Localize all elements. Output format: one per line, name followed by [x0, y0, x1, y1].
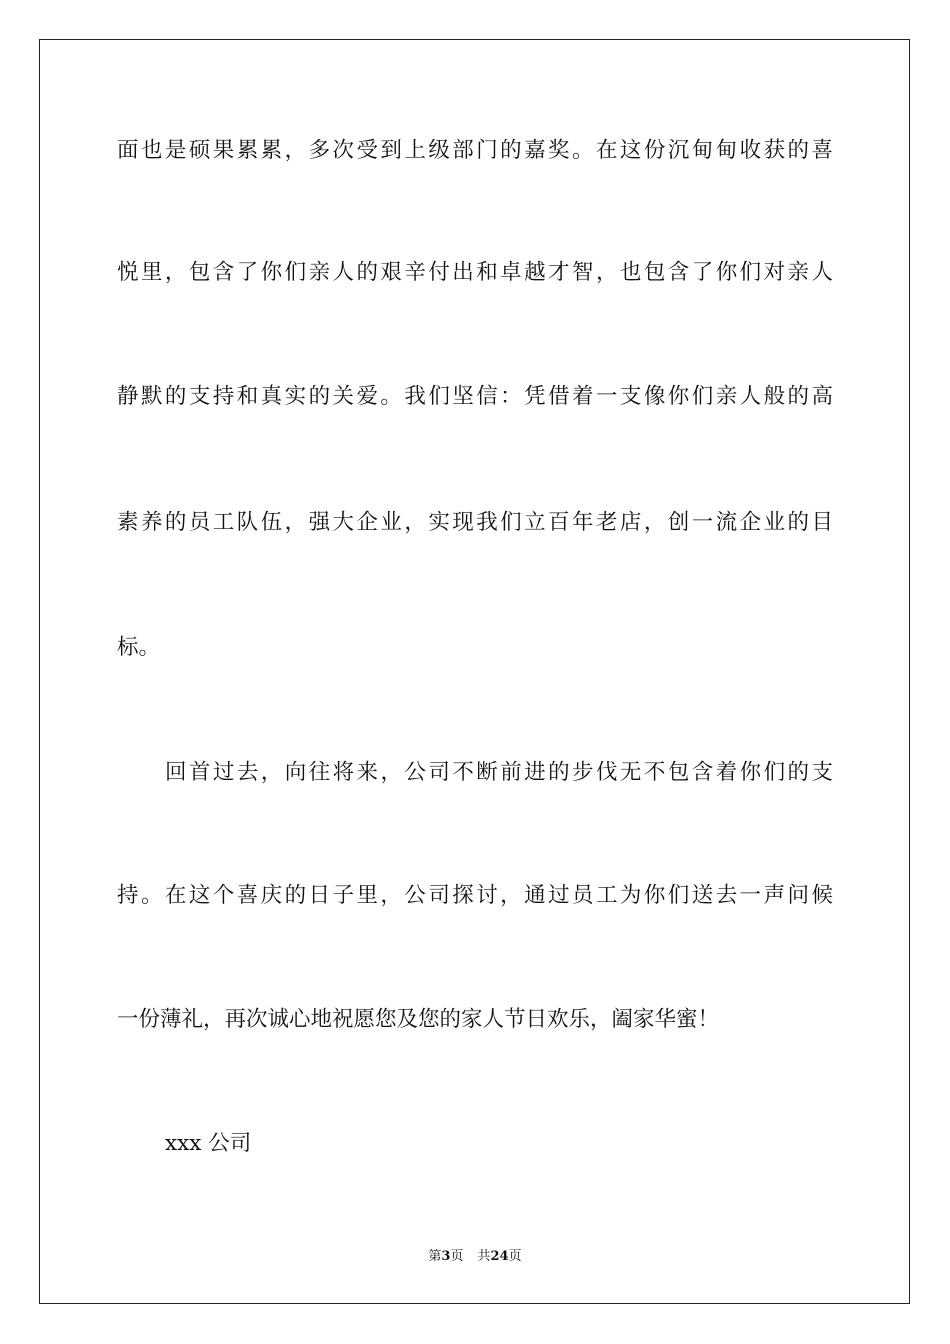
body-line-7: 持。在这个喜庆的日子里，公司探讨，通过员工为你们送去一声问候	[117, 883, 833, 908]
signature: xxx 公司	[165, 1131, 252, 1156]
body-line-4: 素养的员工队伍，强大企业，实现我们立百年老店，创一流企业的目	[117, 510, 833, 535]
page-current: 3	[441, 1249, 451, 1264]
body-line-5: 标。	[117, 635, 161, 660]
page-border	[39, 39, 910, 1304]
body-line-2: 悦里，包含了你们亲人的艰辛付出和卓越才智，也包含了你们对亲人	[117, 260, 833, 285]
body-line-1: 面也是硕果累累，多次受到上级部门的嘉奖。在这份沉甸甸收获的喜	[117, 138, 833, 163]
body-line-8: 一份薄礼，再次诚心地祝愿您及您的家人节日欢乐，阖家华蜜！	[117, 1007, 720, 1032]
page-prefix: 第	[428, 1249, 442, 1264]
page-total: 24	[490, 1249, 509, 1264]
page-footer	[0, 1248, 950, 1266]
page-suffix: 页	[450, 1249, 464, 1264]
body-line-6: 回首过去，向往将来，公司不断前进的步伐无不包含着你们的支	[165, 760, 833, 785]
total-suffix: 页	[508, 1249, 522, 1264]
total-prefix: 共	[477, 1249, 491, 1264]
body-line-3: 静默的支持和真实的关爱。我们坚信：凭借着一支像你们亲人般的高	[117, 384, 833, 409]
